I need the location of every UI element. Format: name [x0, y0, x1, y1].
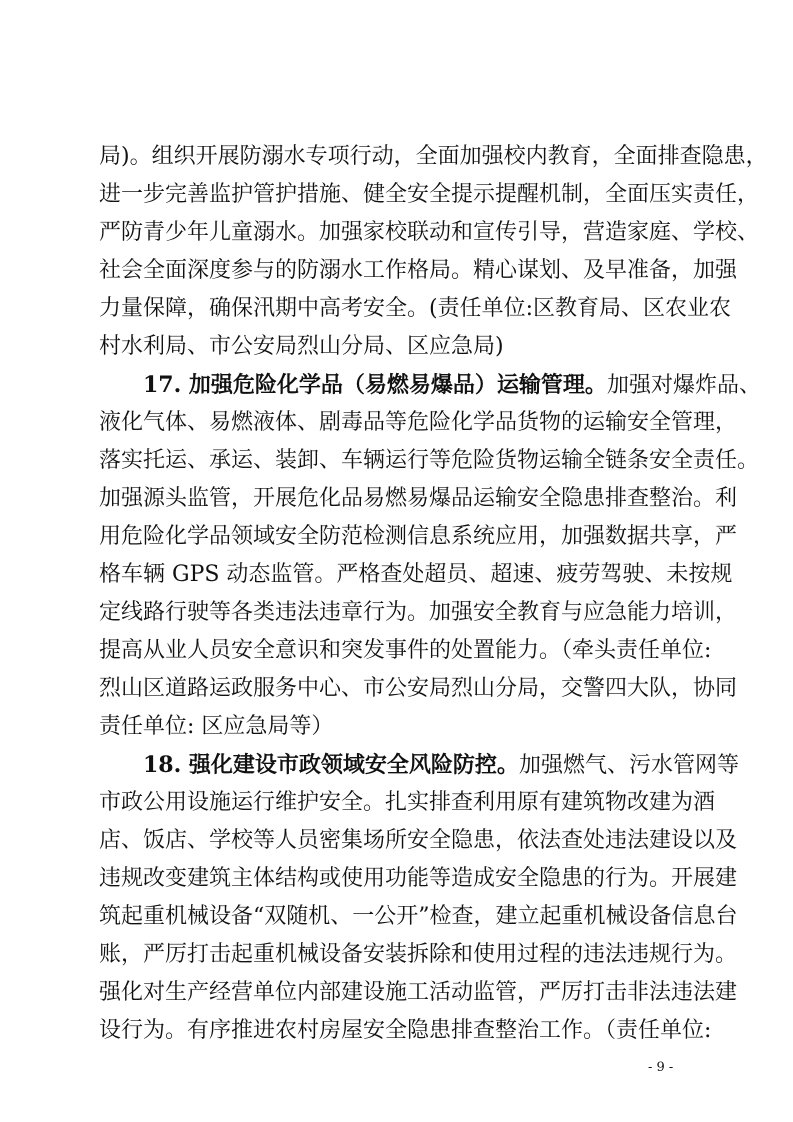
text-line-3: 严防青少年儿童溺水。加强家校联动和宣传引导，营造家庭、学校、 [99, 220, 760, 245]
text-line-20: 违规改变建筑主体结构或使用功能等造成安全隐患的行为。开展建 [99, 866, 738, 891]
text-line-14: 提高从业人员安全意识和突发事件的处置能力。（牵头责任单位: [99, 638, 712, 663]
text-line-18: 市政公用设施运行维护安全。扎实排查利用原有建筑物改建为酒 [99, 790, 716, 815]
section-17-heading-line: 17. 加强危险化学品（易燃易爆品）运输管理。加强对爆炸品、 [143, 372, 761, 398]
text-line-21: 筑起重机械设备“双随机、一公开”检查，建立起重机械设备信息台 [99, 904, 738, 929]
page-number: - 9 - [648, 1060, 674, 1075]
text-line-16: 责任单位: 区应急局等） [99, 714, 334, 739]
section-18-heading-line: 18. 强化建设市政领域安全风险防控。加强燃气、污水管网等 [143, 752, 739, 778]
text-line-1: 局)。组织开展防溺水专项行动，全面加强校内教育，全面排查隐患， [99, 144, 768, 169]
text-line-24: 设行为。有序推进农村房屋安全隐患排查整治工作。（责任单位: [99, 1018, 712, 1043]
section-18-title: 18. 强化建设市政领域安全风险防控。 [143, 752, 519, 778]
text-line-2: 进一步完善监护管护措施、健全安全提示提醒机制，全面压实责任， [99, 182, 760, 207]
text-line-10: 加强源头监管，开展危化品易燃易爆品运输安全隐患排查整治。利 [99, 486, 738, 511]
text-line-11: 用危险化学品领域安全防范检测信息系统应用，加强数据共享，严 [99, 524, 738, 549]
text-line-9: 落实托运、承运、装卸、车辆运行等危险货物运输全链条安全责任。 [99, 448, 760, 473]
text-line-6: 村水利局、市公安局烈山分局、区应急局) [99, 334, 504, 359]
text-line-13: 定线路行驶等各类违法违章行为。加强安全教育与应急能力培训， [99, 600, 738, 625]
section-17-title: 17. 加强危险化学品（易燃易爆品）运输管理。 [143, 372, 607, 398]
text-line-12: 格车辆 GPS 动态监管。严格查处超员、超速、疲劳驾驶、未按规 [99, 562, 733, 587]
text-line-15: 烈山区道路运政服务中心、市公安局烈山分局，交警四大队，协同 [99, 676, 738, 701]
text-line-19: 店、饭店、学校等人员密集场所安全隐患，依法查处违法建设以及 [99, 828, 738, 853]
text-line-23: 强化对生产经营单位内部建设施工活动监管，严厉打击非法违法建 [99, 980, 738, 1005]
text-line-4: 社会全面深度参与的防溺水工作格局。精心谋划、及早准备，加强 [99, 258, 738, 283]
text-line-5: 力量保障，确保汛期中高考安全。(责任单位:区教育局、区农业农 [99, 296, 731, 321]
text-line-8: 液化气体、易燃液体、剧毒品等危险化学品货物的运输安全管理， [99, 410, 738, 435]
text-line-22: 账，严厉打击起重机械设备安装拆除和使用过程的违法违规行为。 [99, 942, 738, 967]
